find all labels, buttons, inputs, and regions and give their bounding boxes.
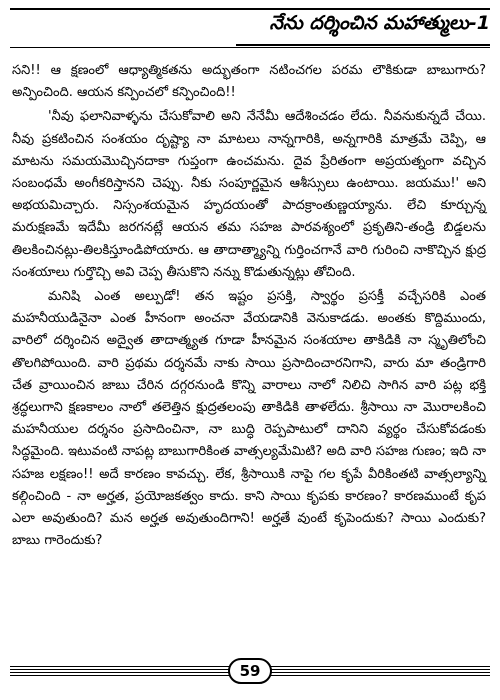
header-bottom-rule — [10, 47, 490, 48]
running-header-title: నేను దర్శించిన మహాత్ములు-1 — [269, 12, 490, 34]
paragraph-1: సని!! ఆ క్షణంలో ఆధ్యాత్మికతను అద్భుతంగా నటించగల పరమ లౌకికుడా బాబుగారు? అన్పించింది. ఆయన కన్పించలో కన్పించింది!! — [12, 63, 486, 101]
paragraph-2: 'నీవు ఫలానివాళ్ళను చేసుకోవాలి అని నేనేమీ ఆదేశించడం లేదు. నీవనుకున్నదే చేయి. నీవు ప్రకటించిన సంశయం దృష్ట్యా నా మాటలు నాన్నగారికి, అన్నగారికి మాత్రమే చెప్పి, ఆ మాటను సమయమొచ్చినదాకా గుప్తంగా ఉంచమను. దైవ ప్రేరితంగా అప్రయత్నంగా వచ్చిన సంబంధమే అంగీకరిస్తానని చెప్పు. నీకు సంపూర్ణమైన ఆశీస్సులు ఉంటాయి. జయము!' అని అభయమిచ్చారు. నిస్సంశయమైన హృదయంతో పాదక్రాంతుణ్ణయ్యాను. లేచి కూర్చున్న మరుక్షణమే ఇదేమీ జరగనట్లే ఆయన తమ సహజ పారవశ్యంలో ప్రకృతిని-తండ్రి బిడ్డలను తిలకించినట్లు-తిలకిస్తూండిపోయారు. ఆ తాదాత్మ్యాన్ని గుర్తించగానే వారి గురించి నాకొచ్చిన క్షుద్ర సంశయాలు గుర్తొచ్చి అవి చెప్ప తీసుకొని నన్ను కొడుతున్నట్లు తోచింది. — [12, 109, 486, 280]
header-top-rule — [10, 8, 490, 10]
page-body — [12, 60, 486, 554]
paragraph-3: మనిషి ఎంత అల్పుడో! తన ఇష్టం ప్రసక్తి, స్వార్థం ప్రసక్తీ వచ్చేసరికి ఎంత మహనీయుడినైనా ఎంత హీనంగా అంచనా వేయడానికి వెనుకాడడు. అంతకు కొద్దిముందు, వారిలో దర్శించిన అద్వైత తాదాత్మ్యత గూడా హీనమైన సంశయాల తాకిడికి నా స్మృతిలోంచి తొలగిపోయింది. వారి ప్రథమ దర్శనమే నాకు సాయి ప్రసాదించారనిగాని, వారు మా తండ్రిగారి చేత వ్రాయించిన జాబు చేరిన దగ్గరనుండి కొన్ని వారాలు నాలో నిలిచి సాగిన వారి పట్ల భక్తి శ్రద్ధలుగాని క్షణకాలం నాలో తలెత్తిన క్షుద్రతలంపు తాకిడికి తాళలేదు. శ్రీసాయి నా మొరాలకించి మహనీయుల దర్శనం ప్రసాదించినా, నా బుద్ధి రెప్పపాటులో దానిని వ్యర్థం చేసుకోవడంకు సిద్ధమైంది. ఇటువంటి నాపట్ల బాబుగారికింత వాత్సల్యమేమిటి? అది వారి సహజ గుణం; ఇది నా సహజ లక్షణం!! అదే కారణం కావచ్చు. లేక, శ్రీసాయికి నాపై గల కృపే వీరికింతటి వాత్సల్యాన్ని కల్గించింది - నా అర్హత, ప్రయోజకత్వం కాదు. కాని సాయి కృపకు కారణం? కారణముంటే కృప ఎలా అవుతుంది? మన అర్హత అవుతుందిగాని! అర్హతే వుంటే కృపెందుకు? సాయి ఎందుకు? బాబు గారెందుకు? — [12, 289, 486, 549]
header-title-underline — [236, 44, 490, 46]
page-footer — [10, 658, 490, 686]
page-number: 59 — [228, 658, 272, 684]
